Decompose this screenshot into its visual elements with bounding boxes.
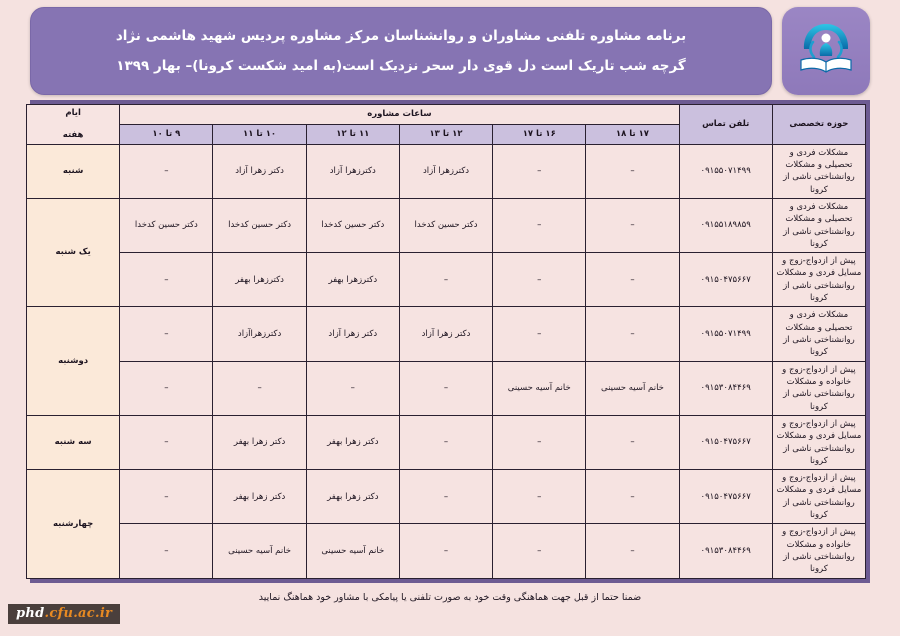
cell-phone-number: ۰۹۱۵۰۴۷۵۶۶۷ (679, 415, 772, 469)
cell-counselor-name: دکتر زهرا بهفر (306, 470, 399, 524)
cell-phone-number: ۰۹۱۵۳۰۸۴۴۶۹ (679, 524, 772, 578)
cell-empty-slot: – (399, 415, 492, 469)
cell-empty-slot: – (120, 524, 213, 578)
column-header-specialty: حوزه تخصصی (772, 105, 865, 145)
cell-empty-slot: – (120, 415, 213, 469)
days-header-line-2: هفته (62, 130, 84, 141)
cell-specialty: مشکلات فردی و تحصیلی و مشکلات روانشناختی ناشی از کرونا (772, 307, 865, 361)
title-banner (30, 7, 772, 95)
cell-counselor-name: دکترزهرا آزاد (306, 144, 399, 198)
cell-empty-slot: – (586, 198, 679, 252)
cell-empty-slot: – (120, 144, 213, 198)
table-body (27, 144, 866, 578)
cell-empty-slot: – (120, 253, 213, 307)
cell-counselor-name: دکتر زهرا آزاد (399, 307, 492, 361)
cell-empty-slot: – (120, 307, 213, 361)
column-header-days (27, 105, 120, 145)
column-header-phone: تلفن تماس (679, 105, 772, 145)
cell-specialty: مشکلات فردی و تحصیلی و مشکلات روانشناختی ناشی از کرونا (772, 144, 865, 198)
cell-counselor-name: دکتر حسین کدخدا (306, 198, 399, 252)
page-header (0, 0, 900, 100)
cell-empty-slot: – (493, 253, 586, 307)
table-row (27, 144, 866, 198)
table-row (27, 307, 866, 361)
time-slot-header: ۱۷ تا ۱۸ (586, 124, 679, 144)
cell-counselor-name: دکترزهرا بهفر (213, 253, 306, 307)
cell-specialty: پیش از ازدواج-زوج و خانواده و مشکلات روانشناختی ناشی از کرونا (772, 361, 865, 415)
cell-empty-slot: – (586, 524, 679, 578)
cell-phone-number: ۰۹۱۵۵۰۷۱۴۹۹ (679, 307, 772, 361)
cell-empty-slot: – (493, 415, 586, 469)
title-line-1: برنامه مشاوره تلفنی مشاوران و روانشناسان مرکز مشاوره پردیس شهید هاشمی نژاد (115, 27, 687, 44)
table-row (27, 198, 866, 252)
cell-counselor-name: دکتر زهرا آزاد (213, 144, 306, 198)
cell-counselor-name: دکتر حسین کدخدا (399, 198, 492, 252)
cell-counselor-name: دکترزهرا بهفر (306, 253, 399, 307)
cell-specialty: پیش از ازدواج-زوج و خانواده و مشکلات روانشناختی ناشی از کرونا (772, 524, 865, 578)
cell-phone-number: ۰۹۱۵۰۴۷۵۶۶۷ (679, 253, 772, 307)
cell-counselor-name: دکترزهراآزاد (213, 307, 306, 361)
cell-specialty: پیش از ازدواج-زوج و مسایل فردی و مشکلات روانشناختی ناشی از کرونا (772, 253, 865, 307)
cell-empty-slot: – (306, 361, 399, 415)
university-logo (782, 7, 870, 95)
table-row (27, 524, 866, 578)
watermark-prefix: phd (16, 606, 45, 621)
cell-day-of-week: سه شنبه (27, 415, 120, 469)
time-slot-header: ۱۰ تا ۱۱ (213, 124, 306, 144)
cell-counselor-name: دکتر حسین کدخدا (213, 198, 306, 252)
cell-day-of-week: یک شنبه (27, 198, 120, 307)
header-row-top (27, 105, 866, 125)
cell-counselor-name: دکتر زهرا بهفر (306, 415, 399, 469)
table-row (27, 415, 866, 469)
cell-counselor-name: خانم آسیه حسینی (493, 361, 586, 415)
cell-phone-number: ۰۹۱۵۳۰۸۴۴۶۹ (679, 361, 772, 415)
consultation-schedule-table (26, 104, 866, 579)
cell-empty-slot: – (493, 307, 586, 361)
cell-empty-slot: – (120, 470, 213, 524)
cell-empty-slot: – (120, 361, 213, 415)
cell-empty-slot: – (399, 524, 492, 578)
cell-counselor-name: دکتر زهرا بهفر (213, 415, 306, 469)
watermark-domain: .cfu.ac.ir (44, 606, 113, 621)
cell-empty-slot: – (586, 144, 679, 198)
cell-phone-number: ۰۹۱۵۵۰۷۱۴۹۹ (679, 144, 772, 198)
days-header-line-1: ایام (65, 108, 81, 118)
cell-counselor-name: دکتر زهرا بهفر (213, 470, 306, 524)
cell-empty-slot: – (586, 470, 679, 524)
schedule-section (0, 100, 900, 583)
cell-counselor-name: دکترزهرا آزاد (399, 144, 492, 198)
cell-day-of-week: دوشنبه (27, 307, 120, 416)
cell-empty-slot: – (586, 253, 679, 307)
cell-empty-slot: – (493, 144, 586, 198)
cell-empty-slot: – (399, 470, 492, 524)
cell-counselor-name: دکتر حسین کدخدا (120, 198, 213, 252)
cell-empty-slot: – (586, 415, 679, 469)
cell-empty-slot: – (399, 253, 492, 307)
cell-specialty: مشکلات فردی و تحصیلی و مشکلات روانشناختی ناشی از کرونا (772, 198, 865, 252)
table-frame (30, 100, 870, 583)
cell-specialty: پیش از ازدواج-زوج و مسایل فردی و مشکلات روانشناختی ناشی از کرونا (772, 470, 865, 524)
cell-counselor-name: خانم آسیه حسینی (213, 524, 306, 578)
cell-day-of-week: شنبه (27, 144, 120, 198)
time-slot-header: ۱۲ تا ۱۳ (399, 124, 492, 144)
cell-counselor-name: خانم آسیه حسینی (306, 524, 399, 578)
cell-empty-slot: – (586, 307, 679, 361)
time-slot-header: ۱۱ تا ۱۲ (306, 124, 399, 144)
cell-phone-number: ۰۹۱۵۵۱۸۹۸۵۹ (679, 198, 772, 252)
cell-empty-slot: – (493, 198, 586, 252)
cell-phone-number: ۰۹۱۵۰۴۷۵۶۶۷ (679, 470, 772, 524)
time-slot-header: ۱۶ تا ۱۷ (493, 124, 586, 144)
column-header-hours-group: ساعات مشاوره (120, 105, 679, 125)
cell-empty-slot: – (493, 524, 586, 578)
cell-counselor-name: خانم آسیه حسینی (586, 361, 679, 415)
table-head (27, 105, 866, 145)
cell-counselor-name: دکتر زهرا آزاد (306, 307, 399, 361)
table-row (27, 253, 866, 307)
cell-empty-slot: – (399, 361, 492, 415)
title-line-2: گرچه شب تاریک است دل قوی دار سحر نزدیک است(به امید شکست کرونا)– بهار ۱۳۹۹ (116, 58, 686, 74)
time-slot-header: ۹ تا ۱۰ (120, 124, 213, 144)
cell-empty-slot: – (493, 470, 586, 524)
cell-specialty: پیش از ازدواج-زوج و مسایل فردی و مشکلات روانشناختی ناشی از کرونا (772, 415, 865, 469)
cell-day-of-week: چهارشنبه (27, 470, 120, 579)
logo-emblem-icon (791, 16, 861, 86)
footer-note: ضمنا حتما از قبل جهت هماهنگی وقت خود به صورت تلفنی یا پیامکی با مشاور خود هماهنگ نمایید (258, 591, 642, 603)
site-watermark (8, 604, 120, 624)
cell-empty-slot: – (213, 361, 306, 415)
table-row (27, 361, 866, 415)
table-row (27, 470, 866, 524)
